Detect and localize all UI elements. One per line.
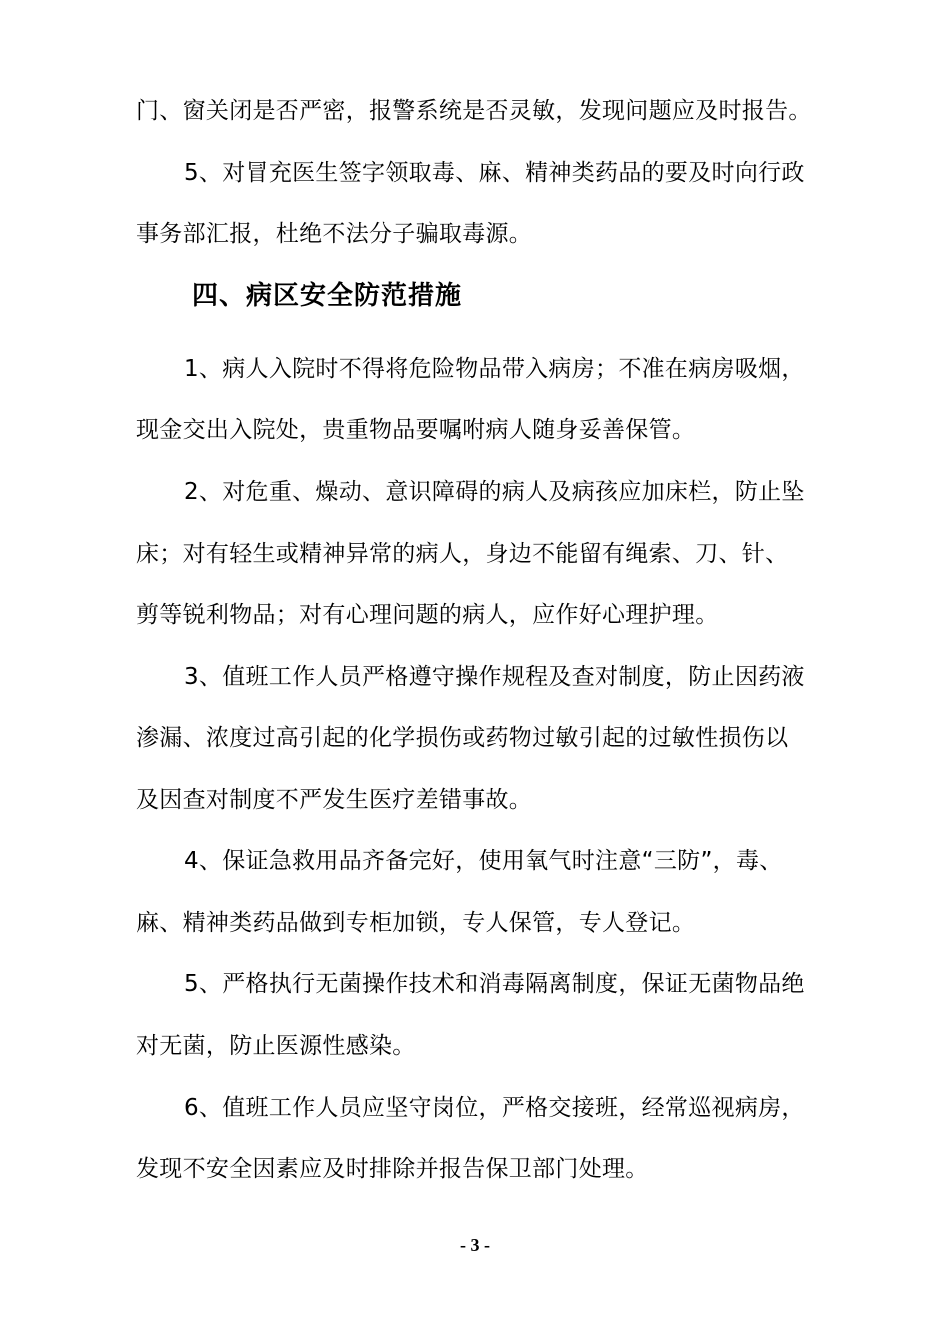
item-5-line-1: 5、严格执行无菌操作技术和消毒隔离制度，保证无菌物品绝 <box>184 971 805 997</box>
section-heading: 四、病区安全防范措施 <box>192 281 463 311</box>
item-5-line-2: 对无菌，防止医源性感染。 <box>136 1033 416 1059</box>
item-2-line-1: 2、对危重、燥动、意识障碍的病人及病孩应加床栏，防止坠 <box>184 479 805 505</box>
item-2-line-2: 床；对有轻生或精神异常的病人，身边不能留有绳索、刀、针、 <box>136 541 789 567</box>
item-3-line-1: 3、值班工作人员严格遵守操作规程及查对制度，防止因药液 <box>184 664 805 690</box>
item-2-line-3: 剪等锐利物品；对有心理问题的病人，应作好心理护理。 <box>136 602 719 628</box>
paragraph-continuation-line: 门、窗关闭是否严密，报警系统是否灵敏，发现问题应及时报告。 <box>136 98 812 124</box>
item-1-line-1: 1、病人入院时不得将危险物品带入病房；不准在病房吸烟， <box>184 356 805 382</box>
item-4-line-1: 4、保证急救用品齐备完好，使用氧气时注意“三防”，毒、 <box>184 848 783 874</box>
item-6-line-1: 6、值班工作人员应坚守岗位，严格交接班，经常巡视病房， <box>184 1095 805 1121</box>
item-6-line-2: 发现不安全因素应及时排除并报告保卫部门处理。 <box>136 1156 649 1182</box>
item-3-line-3: 及因查对制度不严发生医疗差错事故。 <box>136 787 533 813</box>
prev-item-5-line-2: 事务部汇报，杜绝不法分子骗取毒源。 <box>136 221 533 247</box>
item-1-line-2: 现金交出入院处，贵重物品要嘱咐病人随身妥善保管。 <box>136 417 696 443</box>
page-number: - 3 - <box>460 1235 490 1255</box>
item-3-line-2: 渗漏、浓度过高引起的化学损伤或药物过敏引起的过敏性损伤以 <box>136 725 789 751</box>
item-4-line-2: 麻、精神类药品做到专柜加锁，专人保管，专人登记。 <box>136 910 696 936</box>
prev-item-5-line-1: 5、对冒充医生签字领取毒、麻、精神类药品的要及时向行政 <box>184 160 805 186</box>
